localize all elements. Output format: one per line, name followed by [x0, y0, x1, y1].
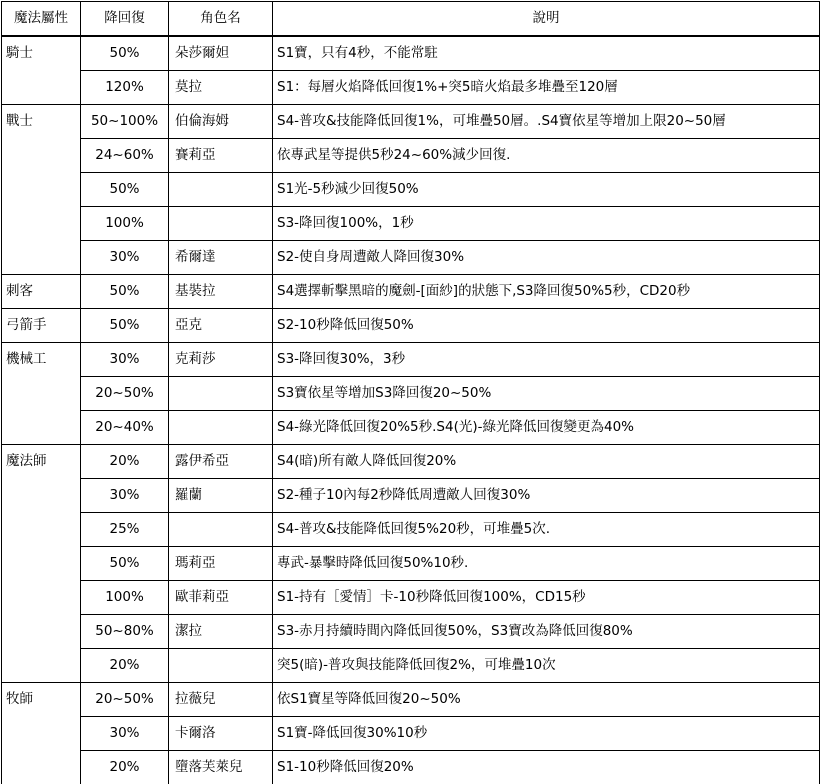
cell-attribute[interactable] [2, 649, 81, 683]
cell-attribute[interactable] [2, 751, 81, 784]
cell-heal-reduction[interactable]: 20% [81, 649, 169, 683]
cell-heal-reduction[interactable]: 50~80% [81, 615, 169, 649]
cell-description[interactable]: S3-降回復30%，3秒 [273, 343, 820, 377]
cell-description[interactable]: S2-種子10內每2秒降低周遭敵人回復30% [273, 479, 820, 513]
header-row [2, 2, 820, 37]
cell-attribute[interactable] [2, 207, 81, 241]
cell-attribute[interactable] [2, 547, 81, 581]
heal-reduction-table [1, 1, 820, 784]
table-row [2, 547, 820, 581]
table-row [2, 615, 820, 649]
cell-attribute[interactable] [2, 377, 81, 411]
cell-character-name[interactable]: 歐菲莉亞 [169, 581, 273, 615]
cell-description[interactable]: 專武-暴擊時降低回復50%10秒. [273, 547, 820, 581]
cell-attribute[interactable] [2, 513, 81, 547]
cell-heal-reduction[interactable]: 20% [81, 445, 169, 479]
cell-heal-reduction[interactable]: 50% [81, 173, 169, 207]
cell-description[interactable]: S4(暗)所有敵人降低回復20% [273, 445, 820, 479]
table-row [2, 649, 820, 683]
cell-description[interactable]: S2-使自身周遭敵人降回復30% [273, 241, 820, 275]
table-row [2, 343, 820, 377]
cell-heal-reduction[interactable]: 50% [81, 275, 169, 309]
cell-heal-reduction[interactable]: 50% [81, 547, 169, 581]
table-row [2, 139, 820, 173]
cell-heal-reduction[interactable]: 50% [81, 309, 169, 343]
cell-description[interactable]: S3-赤月持續時間內降低回復50%，S3寶改為降低回復80% [273, 615, 820, 649]
cell-attribute[interactable] [2, 241, 81, 275]
table-row [2, 683, 820, 717]
cell-attribute[interactable]: 戰士 [2, 105, 81, 139]
cell-attribute[interactable]: 魔法師 [2, 445, 81, 479]
cell-character-name[interactable]: 亞克 [169, 309, 273, 343]
cell-character-name[interactable] [169, 649, 273, 683]
cell-description[interactable]: S3-降回復100%，1秒 [273, 207, 820, 241]
table-row [2, 445, 820, 479]
cell-heal-reduction[interactable]: 24~60% [81, 139, 169, 173]
table-row [2, 207, 820, 241]
cell-description[interactable]: 依專武星等提供5秒24~60%減少回復. [273, 139, 820, 173]
table-row [2, 36, 820, 71]
table-row [2, 173, 820, 207]
cell-character-name[interactable] [169, 513, 273, 547]
cell-character-name[interactable]: 基裝拉 [169, 275, 273, 309]
cell-heal-reduction[interactable]: 30% [81, 343, 169, 377]
cell-attribute[interactable] [2, 615, 81, 649]
header-attribute: 魔法屬性 [2, 2, 81, 37]
cell-description[interactable]: 突5(暗)-普攻與技能降低回復2%，可堆疊10次 [273, 649, 820, 683]
cell-attribute[interactable] [2, 717, 81, 751]
cell-description[interactable]: S4-普攻&技能降低回復5%20秒，可堆疊5次. [273, 513, 820, 547]
cell-character-name[interactable]: 墮落芙萊兒 [169, 751, 273, 784]
cell-heal-reduction[interactable]: 50~100% [81, 105, 169, 139]
cell-description[interactable]: S1-持有［愛情］卡-10秒降低回復100%，CD15秒 [273, 581, 820, 615]
cell-attribute[interactable] [2, 581, 81, 615]
cell-attribute[interactable]: 刺客 [2, 275, 81, 309]
cell-attribute[interactable]: 牧師 [2, 683, 81, 717]
cell-attribute[interactable]: 機械工 [2, 343, 81, 377]
cell-heal-reduction[interactable]: 20~40% [81, 411, 169, 445]
cell-heal-reduction[interactable]: 30% [81, 241, 169, 275]
cell-character-name[interactable]: 瑪莉亞 [169, 547, 273, 581]
cell-character-name[interactable] [169, 173, 273, 207]
cell-heal-reduction[interactable]: 30% [81, 479, 169, 513]
header-description: 說明 [273, 2, 820, 37]
cell-description[interactable]: S1光-5秒減少回復50% [273, 173, 820, 207]
cell-character-name[interactable]: 希爾達 [169, 241, 273, 275]
cell-character-name[interactable] [169, 377, 273, 411]
cell-character-name[interactable]: 賽莉亞 [169, 139, 273, 173]
cell-attribute[interactable] [2, 173, 81, 207]
cell-heal-reduction[interactable]: 50% [81, 36, 169, 71]
cell-attribute[interactable] [2, 479, 81, 513]
cell-description[interactable]: S1寶，只有4秒，不能常駐 [273, 36, 820, 71]
header-heal-reduction: 降回復 [81, 2, 169, 37]
cell-heal-reduction[interactable]: 25% [81, 513, 169, 547]
cell-character-name[interactable]: 卡爾洛 [169, 717, 273, 751]
table-row [2, 275, 820, 309]
table-row [2, 309, 820, 343]
table-row [2, 377, 820, 411]
table-row [2, 751, 820, 784]
cell-heal-reduction[interactable]: 20~50% [81, 683, 169, 717]
cell-attribute[interactable]: 弓箭手 [2, 309, 81, 343]
cell-description[interactable]: S2-10秒降低回復50% [273, 309, 820, 343]
cell-character-name[interactable]: 拉薇兒 [169, 683, 273, 717]
cell-character-name[interactable]: 伯倫海姆 [169, 105, 273, 139]
cell-attribute[interactable]: 騎士 [2, 36, 81, 71]
cell-description[interactable]: S4-普攻&技能降低回復1%，可堆疊50層。.S4寶依星等增加上限20~50層 [273, 105, 820, 139]
cell-description[interactable]: S1-10秒降低回復20% [273, 751, 820, 784]
cell-attribute[interactable] [2, 411, 81, 445]
cell-description[interactable]: S1：每層火焰降低回復1%+突5暗火焰最多堆疊至120層 [273, 71, 820, 105]
table-row [2, 411, 820, 445]
cell-heal-reduction[interactable]: 100% [81, 207, 169, 241]
cell-character-name[interactable]: 莫拉 [169, 71, 273, 105]
cell-character-name[interactable]: 潔拉 [169, 615, 273, 649]
table-row [2, 71, 820, 105]
cell-description[interactable]: S4-綠光降低回復20%5秒.S4(光)-綠光降低回復變更為40% [273, 411, 820, 445]
cell-heal-reduction[interactable]: 20~50% [81, 377, 169, 411]
cell-character-name[interactable]: 朵莎爾妲 [169, 36, 273, 71]
cell-character-name[interactable]: 羅蘭 [169, 479, 273, 513]
cell-description[interactable]: S3寶依星等增加S3降回復20~50% [273, 377, 820, 411]
cell-character-name[interactable] [169, 411, 273, 445]
table-row [2, 105, 820, 139]
table-row [2, 581, 820, 615]
cell-heal-reduction[interactable]: 30% [81, 717, 169, 751]
cell-attribute[interactable] [2, 71, 81, 105]
header-character-name: 角色名 [169, 2, 273, 37]
table-row [2, 241, 820, 275]
cell-heal-reduction[interactable]: 20% [81, 751, 169, 784]
cell-character-name[interactable]: 露伊希亞 [169, 445, 273, 479]
table-row [2, 513, 820, 547]
cell-character-name[interactable]: 克莉莎 [169, 343, 273, 377]
cell-description[interactable]: 依S1寶星等降低回復20~50% [273, 683, 820, 717]
table-row [2, 717, 820, 751]
table-row [2, 479, 820, 513]
cell-heal-reduction[interactable]: 120% [81, 71, 169, 105]
cell-attribute[interactable] [2, 139, 81, 173]
cell-description[interactable]: S1寶-降低回復30%10秒 [273, 717, 820, 751]
cell-character-name[interactable] [169, 207, 273, 241]
cell-heal-reduction[interactable]: 100% [81, 581, 169, 615]
cell-description[interactable]: S4選擇斬擊黑暗的魔劍-[面紗]的狀態下,S3降回復50%5秒，CD20秒 [273, 275, 820, 309]
